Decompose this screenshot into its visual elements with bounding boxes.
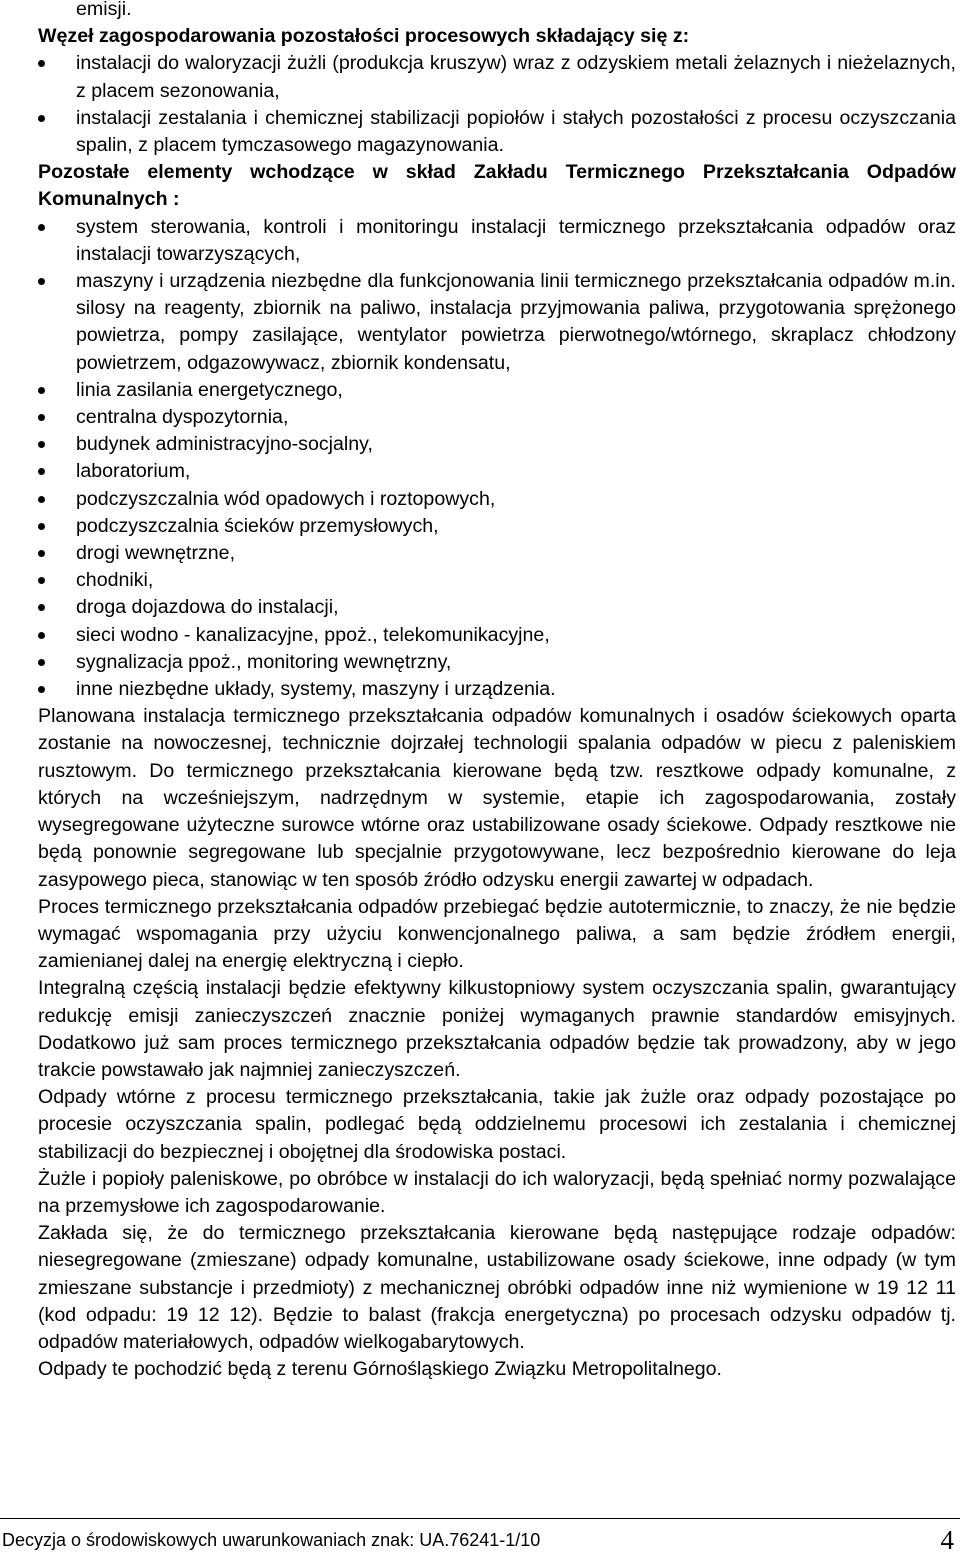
list-item: chodniki,	[38, 567, 956, 594]
section-heading-node: Węzeł zagospodarowania pozostałości procesowych składający się z:	[38, 25, 690, 48]
section-heading-elements: Pozostałe elementy wchodzące w skład Zakładu Termicznego Przekształcania Odpadów Komunalnych :	[38, 161, 956, 211]
paragraph-technology: Planowana instalacja termicznego przekształcania odpadów komunalnych i osadów ściekowych oparta zostanie na nowoczesnej, technicznie dojrzałej technologii spalania odpadów w piecu z paleniskiem rusztowym. Do termicznego przekształcania kierowane będą tzw. resztkowe odpady komunalne, z których na wcześniejszym, nadrzędnym w systemie, etapie ich zagospodarowania, zostały wysegregowane użyteczne surowce wtórne oraz ustabilizowane osady ściekowe. Odpady resztkowe nie będą ponownie segregowane lub specjalnie przygotowywane, lecz bezpośrednio kierowane do leja zasypowego pieca, stanowiąc w ten sposób źródło odzysku energii zawartej w odpadach.	[38, 705, 956, 891]
paragraph-secondary-waste: Odpady wtórne z procesu termicznego przekształcania, takie jak żużle oraz odpady pozostające po procesie oczyszczania spalin, podlegać będą oddzielnemu procesowi ich zestalania i chemicznej stabilizacji do bezpiecznej i obojętnej dla środowiska postaci.	[38, 1086, 956, 1163]
footer-reference: Decyzja o środowiskowych uwarunkowaniach znak: UA.76241-1/10	[2, 1530, 541, 1550]
list-item: inne niezbędne układy, systemy, maszyny i urządzenia.	[38, 676, 956, 703]
list-item: system sterowania, kontroli i monitoringu instalacji termicznego przekształcania odpadów oraz instalacji towarzyszących,	[38, 214, 956, 268]
page-number: 4	[940, 1525, 954, 1555]
paragraph-slag: Żużle i popioły paleniskowe, po obróbce w instalacji do ich waloryzacji, będą spełniać normy pozwalające na przemysłowe ich zagospodarowanie.	[38, 1167, 956, 1217]
list-item: droga dojazdowa do instalacji,	[38, 594, 956, 621]
paragraph-flue-gas-cleaning: Integralną częścią instalacji będzie efektywny kilkustopniowy system oczyszczania spalin, gwarantujący redukcję emisji zanieczyszczeń znacznie poniżej wymaganych prawnie standardów emisyjnych. Dodatkowo już sam proces termicznego przekształcania odpadów będzie tak prowadzony, aby w jego trakcie powstawało jak najmniej zanieczyszczeń.	[38, 977, 956, 1081]
list-item: sygnalizacja ppoż., monitoring wewnętrzny,	[38, 649, 956, 676]
list-item: laboratorium,	[38, 458, 956, 485]
page-footer	[0, 1518, 960, 1556]
node-components-list	[38, 50, 956, 159]
list-item: podczyszczalnia wód opadowych i roztopowych,	[38, 486, 956, 513]
list-item: centralna dyspozytornia,	[38, 404, 956, 431]
list-item: budynek administracyjno-socjalny,	[38, 431, 956, 458]
paragraph-origin: Odpady te pochodzić będą z terenu Górnośląskiego Związku Metropolitalnego.	[38, 1358, 723, 1381]
plant-elements-list	[38, 214, 956, 704]
list-item: sieci wodno - kanalizacyjne, ppoż., telekomunikacyjne,	[38, 622, 956, 649]
paragraph-autothermal: Proces termicznego przekształcania odpadów przebiegać będzie autotermicznie, to znaczy, że nie będzie wymagać wspomagania przy użyciu konwencjonalnego paliwa, a sam będzie źródłem energii, zamienianej dalej na energię elektryczną i ciepło.	[38, 895, 956, 973]
list-item: maszyny i urządzenia niezbędne dla funkcjonowania linii termicznego przekształcania odpadów m.in. silosy na reagenty, zbiornik na paliwo, instalacja przyjmowania paliwa, przygotowania sprężonego powietrza, pompy zasilające, wentylator powietrza pierwotnego/wtórnego, skraplacz chłodzony powietrzem, odgazowywacz, zbiornik kondensatu,	[38, 268, 956, 377]
paragraph-waste-types: Zakłada się, że do termicznego przekształcania kierowane będą następujące rodzaje odpadów: niesegregowane (zmieszane) odpady komunalne, ustabilizowane osady ściekowe, inne odpady (w tym zmieszane substancje i przedmioty) z mechanicznej obróbki odpadów inne niż wymienione w 19 12 11 (kod odpadu: 19 12 12). Będzie to balast (frakcja energetyczna) po procesach odzysku odpadów tj. odpadów materiałowych, odpadów wielkogabarytowych.	[38, 1222, 956, 1353]
continued-text: emisji.	[76, 0, 132, 20]
list-item: instalacji do waloryzacji żużli (produkcja kruszyw) wraz z odzyskiem metali żelaznych i nieżelaznych, z placem sezonowania,	[38, 50, 956, 104]
list-item: podczyszczalnia ścieków przemysłowych,	[38, 513, 956, 540]
list-item: linia zasilania energetycznego,	[38, 377, 956, 404]
document-page	[38, 0, 956, 1383]
list-item: drogi wewnętrzne,	[38, 540, 956, 567]
list-item: instalacji zestalania i chemicznej stabilizacji popiołów i stałych pozostałości z procesu oczyszczania spalin, z placem tymczasowego magazynowania.	[38, 105, 956, 159]
